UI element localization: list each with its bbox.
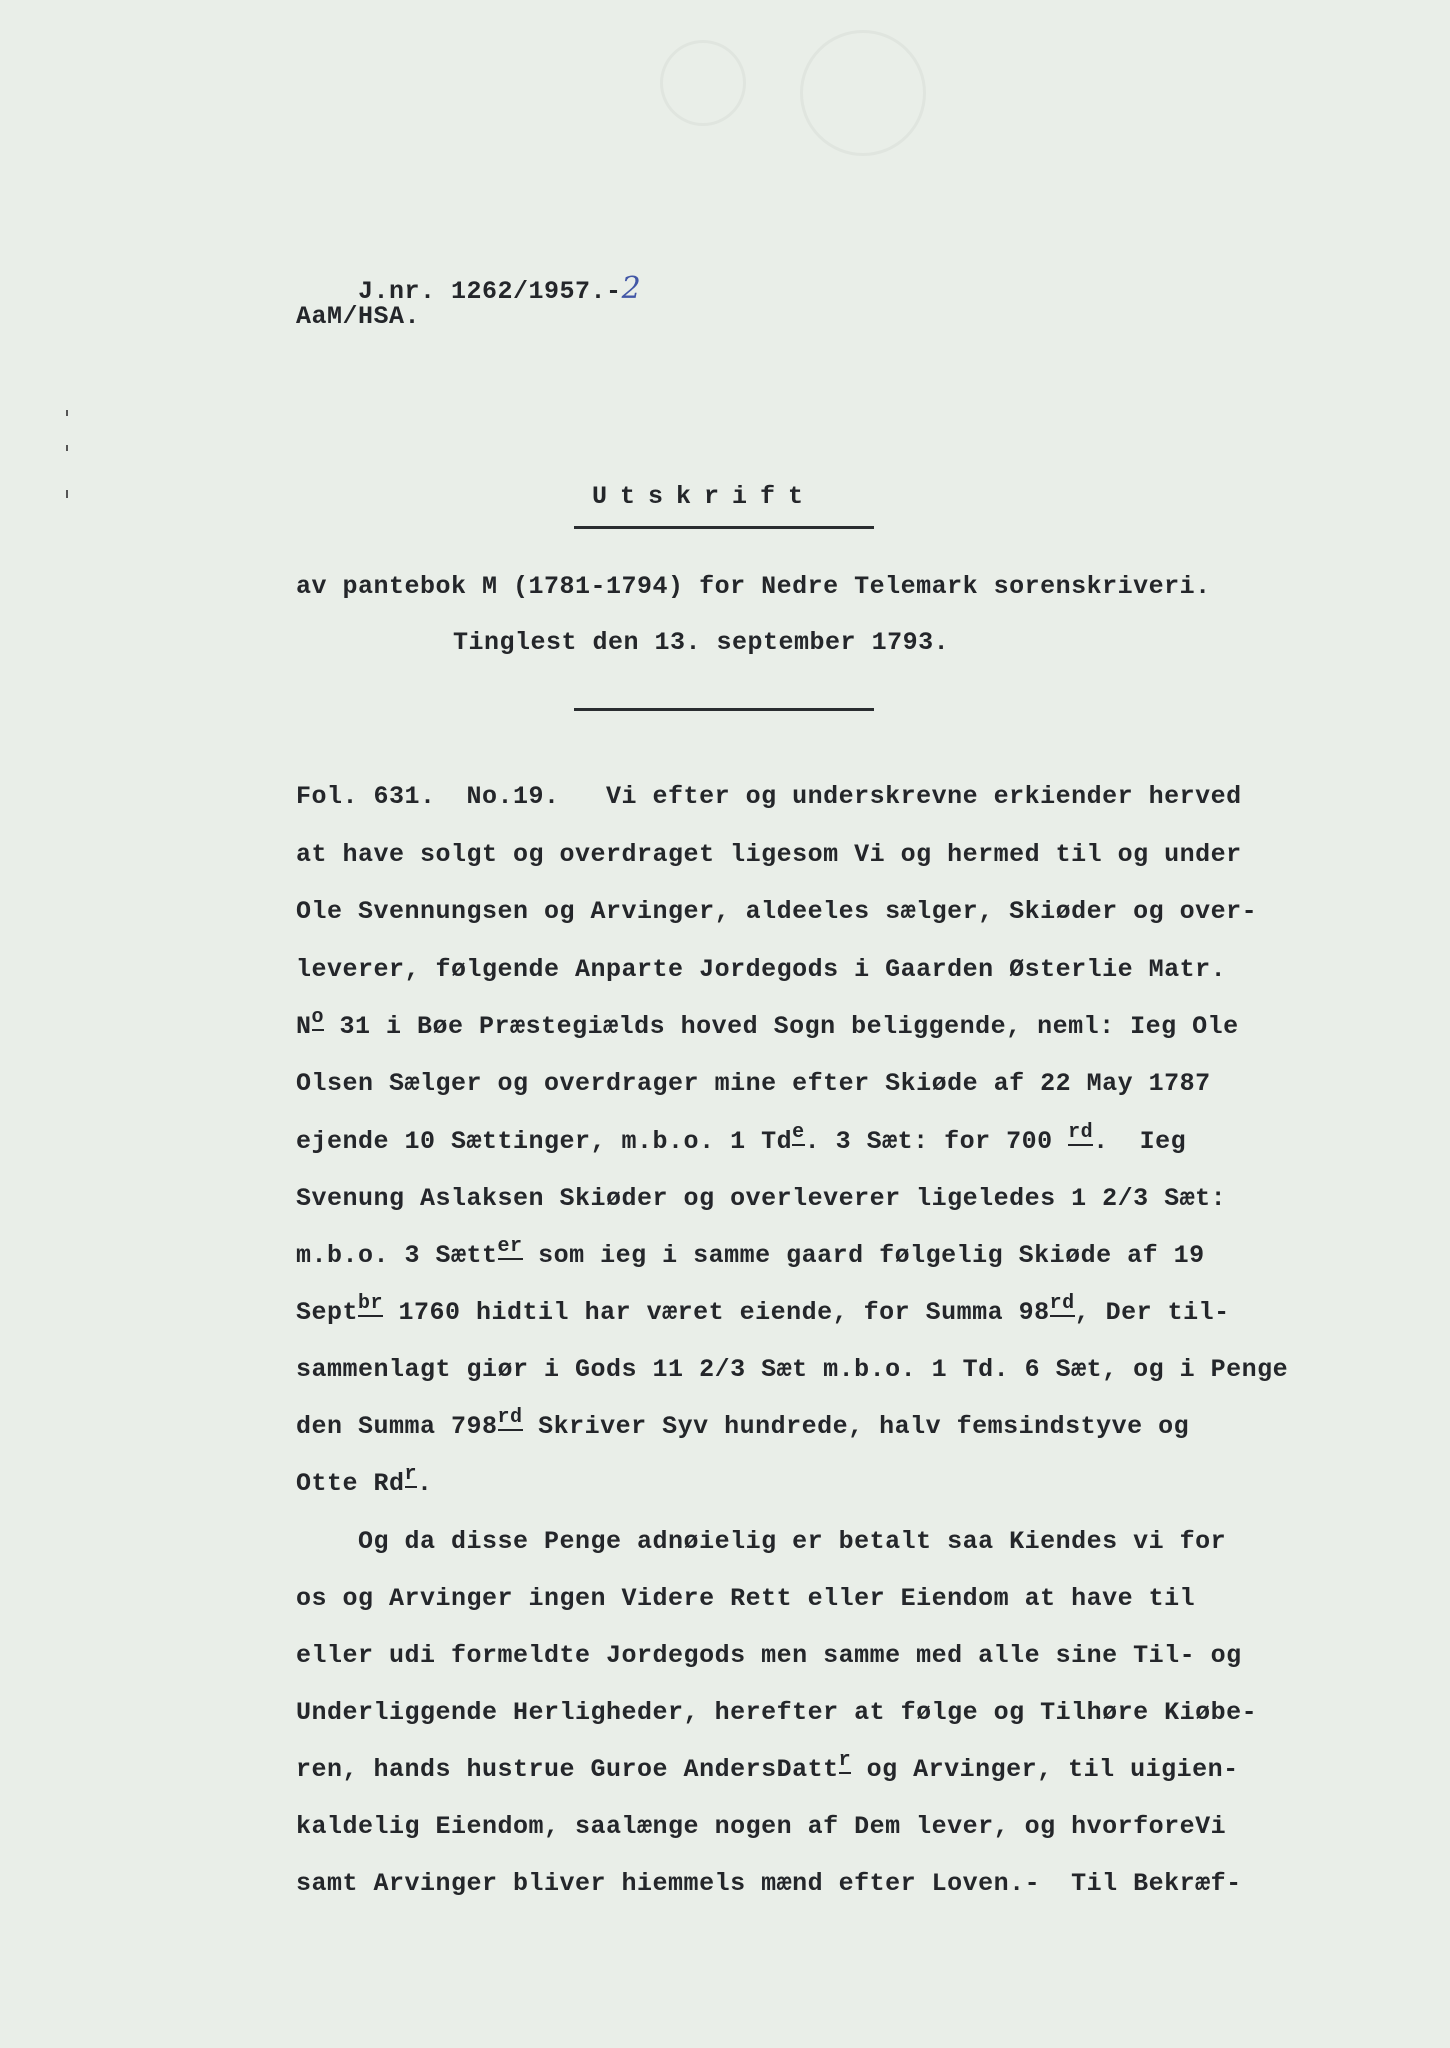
body-line: at have solgt og overdraget ligesom Vi og hermed til og under (296, 840, 1242, 869)
superscript: rd (497, 1406, 523, 1429)
margin-mark (66, 490, 68, 498)
superscript: e (792, 1121, 805, 1144)
subtitle-line-1: av pantebok M (1781-1794) for Nedre Telemark sorenskriveri. (296, 572, 1211, 601)
text-run: og Arvinger, til uigien- (851, 1755, 1239, 1784)
margin-mark (66, 445, 68, 451)
journal-number-typed: J.nr. 1262/1957.- (358, 277, 622, 306)
faint-stamp (660, 40, 746, 126)
text-run: Otte Rd (296, 1469, 405, 1498)
body-line (296, 1406, 1190, 1442)
body-line (296, 1463, 433, 1499)
text-run: . (417, 1469, 433, 1498)
body-line (296, 1292, 1230, 1328)
text-run: Sept (296, 1298, 359, 1327)
text-run: . Ieg (1093, 1127, 1187, 1156)
body-line: samt Arvinger bliver hiemmels mænd efter Loven.- Til Bekræf- (296, 1869, 1242, 1898)
body-line: Og da disse Penge adnøielig er betalt saa Kiendes vi for (296, 1527, 1227, 1556)
text-run: Skriver Syv hundrede, halv femsindstyve og (522, 1412, 1190, 1441)
body-line (296, 1749, 1239, 1785)
superscript: o (311, 1006, 325, 1029)
body-line: leverer, følgende Anparte Jordegods i Gaarden Østerlie Matr. (296, 955, 1227, 984)
document-title: Utskrift (592, 482, 817, 511)
text-run: ejende 10 Sættinger, m.b.o. 1 Td (296, 1127, 793, 1156)
body-line: Fol. 631. No.19. Vi efter og underskrevne erkiender herved (296, 782, 1242, 811)
journal-number-handwritten: 2 (621, 271, 642, 306)
body-line: eller udi formeldte Jordegods men samme med alle sine Til- og (296, 1641, 1242, 1670)
superscript: rd (1068, 1121, 1094, 1144)
text-run: ren, hands hustrue Guroe AndersDatt (296, 1755, 839, 1784)
body-line (296, 1121, 1187, 1157)
body-line: Ole Svennungsen og Arvinger, aldeeles sælger, Skiøder og over- (296, 897, 1258, 926)
body-line: Underliggende Herligheder, herefter at følge og Tilhøre Kiøbe- (296, 1698, 1258, 1727)
superscript: r (838, 1749, 852, 1772)
body-line (296, 1006, 1239, 1042)
text-run: den Summa 798 (296, 1412, 498, 1441)
body-line: os og Arvinger ingen Videre Rett eller Eiendom at have til (296, 1584, 1196, 1613)
subtitle-line-2: Tinglest den 13. september 1793. (453, 628, 950, 657)
superscript: rd (1049, 1292, 1075, 1315)
body-line: sammenlagt giør i Gods 11 2/3 Sæt m.b.o. 1 Td. 6 Sæt, og i Penge (296, 1355, 1289, 1384)
text-run: m.b.o. 3 Sætt (296, 1241, 498, 1270)
superscript: br (358, 1292, 384, 1315)
body-line: Olsen Sælger og overdrager mine efter Skiøde af 22 May 1787 (296, 1069, 1211, 1098)
body-line (296, 1235, 1205, 1271)
text-run: , Der til- (1074, 1298, 1230, 1327)
margin-mark (66, 410, 68, 416)
text-run: som ieg i samme gaard følgelig Skiøde af 19 (522, 1241, 1205, 1270)
text-run: 31 i Bøe Præstegiælds hoved Sogn beliggende, neml: Ieg Ole (324, 1012, 1239, 1041)
text-run: N (296, 1012, 312, 1041)
superscript: r (404, 1463, 418, 1486)
initials: AaM/HSA. (296, 302, 421, 331)
section-divider (574, 708, 874, 711)
text-run: 1760 hidtil har været eiende, for Summa 98 (383, 1298, 1050, 1327)
body-line: Svenung Aslaksen Skiøder og overleverer ligeledes 1 2/3 Sæt: (296, 1184, 1227, 1213)
superscript: er (497, 1235, 523, 1258)
text-run: . 3 Sæt: for 700 (804, 1127, 1069, 1156)
body-line: kaldelig Eiendom, saalænge nogen af Dem lever, og hvorforeVi (296, 1812, 1227, 1841)
title-underline (574, 526, 874, 529)
faint-stamp (800, 30, 926, 156)
